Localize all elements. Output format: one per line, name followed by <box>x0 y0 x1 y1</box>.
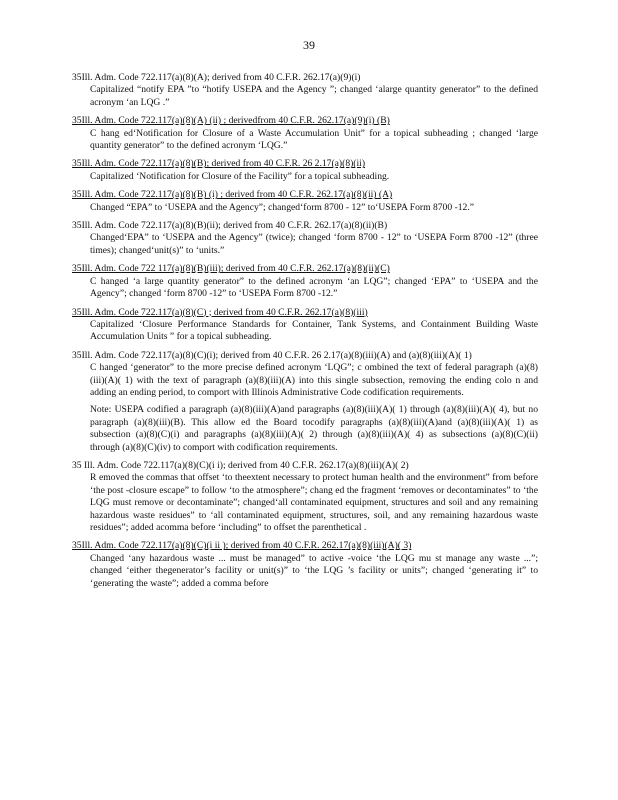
entry-citation: 35Ill. Adm. Code 722.117(a)(8)(C) ; derived from 40 C.F.R. 262.17(a)(8)(iii) <box>72 306 368 318</box>
entry-1 <box>72 72 538 109</box>
entry-text: C hang ed‘Notification for Closure of a Waste Accumulation Unit” for a topical subheading ; changed ‘large quantity generator” to the defined acronym ‘LQG.” <box>90 127 538 152</box>
entry-text: C hanged ‘generator” to the more precise defined acronym ‘LQG”; c ombined the text of federal paragraph (a)(8)(iii)(A)( 1) with the text of paragraph (a)(8)(iii)(A) into this single subsection, removing the ending colo n and adding an ending period, to comport with Illinois Administrative Code codification requirements. <box>90 362 538 398</box>
entry-citation: 35Ill. Adm. Code 722.117(a)(8)(C)(i); derived from 40 C.F.R. 26 2.17(a)(8)(iii)(A) and (a)(8)(iii)(A)( 1) <box>72 349 472 361</box>
entry-citation: 35Ill. Adm. Code 722.117(a)(8)(B); derived from 40 C.F.R. 26 2.17(a)(8)(ii) <box>72 158 366 170</box>
entry-text: R emoved the commas that offset ‘to theextent necessary to protect human health and the environment” from before ‘the post -closure escape” to follow ‘to the atmosphere”; chang ed the fragment ‘removes or decontaminates” to ‘the LQG must remove or decontaminate”; changed‘all contaminated equipment, structures and soil and any remaining hazardous waste residues” to ‘all contaminated equipment, structures, soil, and any remaining hazardous waste residues”; added acomma before ‘including” to offset the parenthetical . <box>90 472 538 533</box>
entry-note: Note: USEPA codified a paragraph (a)(8)(iii)(A)and paragraphs (a)(8)(iii)(A)( 1) through (a)(8)(iii)(A)( 4), but no paragraph (a)(8)(iii)(B). This allow ed the Board tocodify paragraphs (a)(8)(iii)(A)and (a)(8)(iii)(A)( 1) as subsection (a)(8)(C)(i) and paragraphs (a)(8)(iii)(A)( 2) through (a)(8)(iii)(A)( 4) as subsections (a)(8)(C)(ii) through (a)(8)(C)(iv) to comport with codification requirements. <box>90 404 538 453</box>
entry-citation: 35 Ill. Adm. Code 722.117(a)(8)(C)(i i); derived from 40 C.F.R. 262.17(a)(8)(iii)(A)( 2) <box>72 459 409 471</box>
entry-4 <box>72 189 538 214</box>
entry-text: C hanged ‘a large quantity generator” to the defined acronym ‘an LQG”; changed ‘EPA” to ‘USEPA and the Agency”; changed ‘form 8700 -12” to ‘USEPA Form 8700 -12.” <box>90 275 538 300</box>
entry-8 <box>72 350 538 454</box>
entry-citation: 35Ill. Adm. Code 722.117(a)(8)(A); derived from 40 C.F.R. 262.17(a)(9)(i) <box>72 72 361 83</box>
entry-text: Changed‘EPA” to ‘USEPA and the Agency” (twice); changed ‘form 8700 - 12” to ‘USEPA Form 8700 -12” (three times); changed‘unit(s)” to ‘units.” <box>90 232 538 256</box>
entry-5 <box>72 220 538 257</box>
entry-citation: 35Ill. Adm. Code 722 117(a)(8)(B)(iii); derived from 40 C.F.R. 262.17(a)(8)(ii)(C) <box>72 263 390 275</box>
entry-2 <box>72 115 538 152</box>
entry-text: Capitalized ‘Closure Performance Standards for Container, Tank Systems, and Containment Building Waste Accumulation Units ” for a topical subheading. <box>90 318 538 343</box>
entry-9 <box>72 460 538 534</box>
entry-3 <box>72 158 538 183</box>
entry-citation: 35Ill. Adm. Code 722.117(a)(8)(B) (i) ; derived from 40 C.F.R. 262.17(a)(8)(ii) (A) <box>72 189 393 201</box>
entry-text: Changed ‘any hazardous waste ... must be managed” to active -voice ‘the LQG mu st manage any waste ...”; changed ‘either thegenerator’s facility or unit(s)” to ‘the LQG ’s facility or units”; changed ‘generating it” to ‘generating the waste”; added a comma before <box>90 552 538 589</box>
entry-text: Capitalized “notify EPA ”to “hotify USEPA and the Agency ”; changed ‘alarge quantity generator” to the defined acronym ‘an LQG .” <box>90 84 538 108</box>
entry-text: Changed “EPA” to ‘USEPA and the Agency”; changed‘form 8700 - 12” to‘USEPA Form 8700 -12.” <box>90 201 474 213</box>
entry-citation: 35Ill. Adm. Code 722.117(a)(8)(A) (ii) ; derivedfrom 40 C.F.R. 262.17(a)(9)(i) (B) <box>72 115 390 127</box>
entry-citation: 35Ill. Adm. Code 722.117(a)(8)(B)(ii); derived from 40 C.F.R. 262.17(a)(8)(ii)(B) <box>72 220 388 232</box>
entry-6 <box>72 263 538 300</box>
entry-7 <box>72 307 538 344</box>
entry-text: Capitalized ‘Notification for Closure of the Facility” for a topical subheading. <box>90 170 390 182</box>
entry-citation: 35Ill. Adm. Code 722.117(a)(8)(C)(i ii ); derived from 40 C.F.R. 262.17(a)(8)(iii)(A)( 3) <box>72 540 412 552</box>
document-body <box>72 72 538 596</box>
entry-10 <box>72 540 538 590</box>
page-number: 39 <box>303 38 315 52</box>
